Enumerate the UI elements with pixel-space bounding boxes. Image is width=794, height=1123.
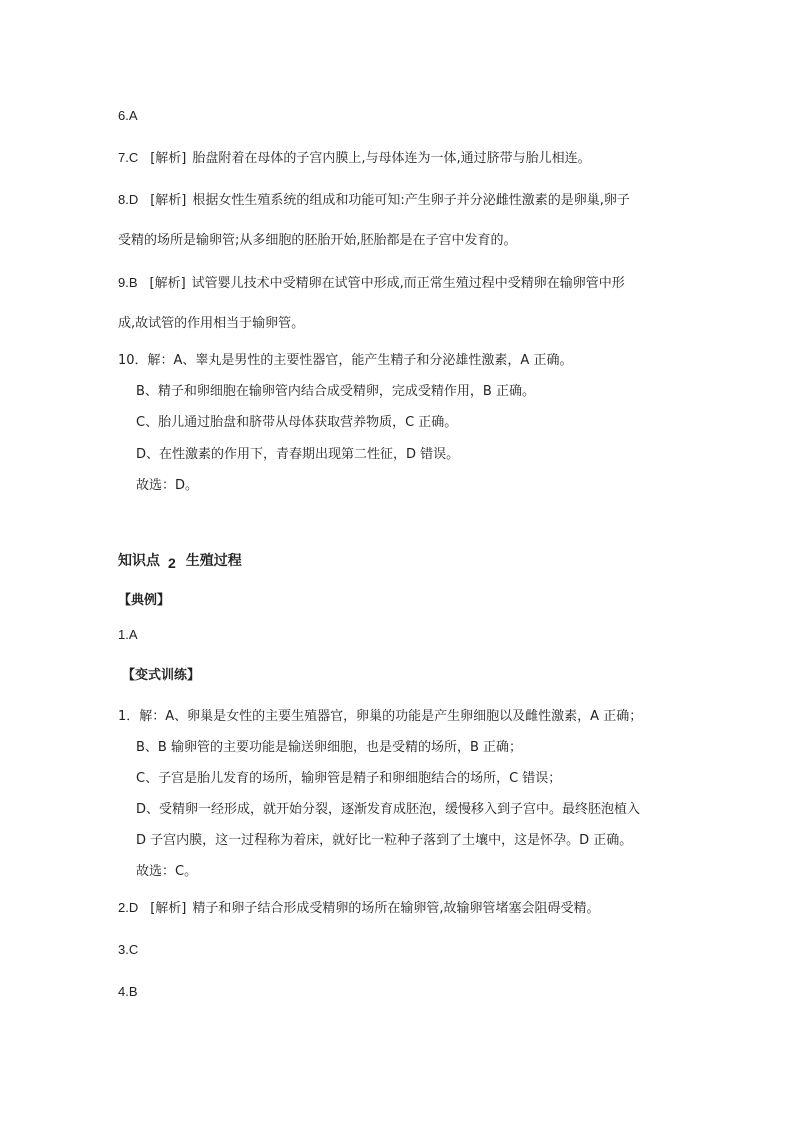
training-1-line: D 子宫内膜，这一过程称为着床，就好比一粒种子落到了土壤中，这是怀孕。D 正确。 [136,833,633,848]
answer-8-continued: 受精的场所是输卵管;从多细胞的胚胎开始,胚胎都是在子宫中发育的。 [118,233,517,248]
training-2 [118,899,600,918]
answer-9 [118,274,625,293]
answer-number: 7.C [118,150,139,165]
training-4: 4.B [118,984,138,999]
answer-10-line: B、精子和卵细胞在输卵管内结合成受精卵，完成受精作用，B 正确。 [136,384,535,399]
training-1-line: C、子宫是胎儿发育的场所，输卵管是精子和卵细胞结合的场所，C 错误； [136,771,562,786]
training-3: 3.C [118,942,139,957]
answer-10-line: C、胎儿通过胎盘和脐带从母体获取营养物质，C 正确。 [136,415,458,430]
training-1-first-line: 1．解：A、卵巢是女性的主要生殖器官，卵巢的功能是产生卵细胞以及雌性激素，A 正确； [118,709,643,724]
answer-text: 胎盘附着在母体的子宫内膜上,与母体连为一体,通过脐带与胎儿相连。 [192,151,591,166]
answer-text: 根据女性生殖系统的组成和功能可知:产生卵子并分泌雌性激素的是卵巢,卵子 [192,193,630,208]
answer-number: 2.D [118,900,139,915]
answer-8 [118,191,630,210]
answer-9-continued: 成,故试管的作用相当于输卵管。 [118,316,305,331]
training-1-line: 故选：C。 [136,864,198,879]
training-1-line: D、受精卵一经形成，就开始分裂，逐渐发育成胚泡，缓慢移入到子宫中。最终胚泡植入 [136,802,641,817]
answer-10-first-line: 10．解：A、睾丸是男性的主要性器官，能产生精子和分泌雄性激素，A 正确。 [118,353,573,368]
analysis-tag: [解析] [150,901,187,916]
answer-7 [118,149,591,168]
answer-10-line: 故选：D。 [136,478,199,493]
answer-text: 精子和卵子结合形成受精卵的场所在输卵管,故输卵管堵塞会阻碍受精。 [192,901,600,916]
heading-number: 2 [168,555,176,571]
example-label: 【典例】 [118,593,171,608]
answer-number: 9.B [118,275,138,290]
section-heading [118,551,242,570]
analysis-tag: [解析] [150,193,187,208]
training-label: 【变式训练】 [122,668,201,683]
answer-text: 试管婴儿技术中受精卵在试管中形成,而正常生殖过程中受精卵在输卵管中形 [191,276,625,291]
answer-number: 8.D [118,192,139,207]
heading-title: 生殖过程 [185,553,242,569]
answer-6: 6.A [118,108,138,123]
heading-prefix: 知识点 [118,553,160,569]
analysis-tag: [解析] [149,276,186,291]
example-answer: 1.A [118,627,138,642]
answer-10-line: D、在性激素的作用下，青春期出现第二性征，D 错误。 [136,447,460,462]
training-1-line: B、B 输卵管的主要功能是输送卵细胞，也是受精的场所，B 正确； [136,740,523,755]
analysis-tag: [解析] [150,151,187,166]
